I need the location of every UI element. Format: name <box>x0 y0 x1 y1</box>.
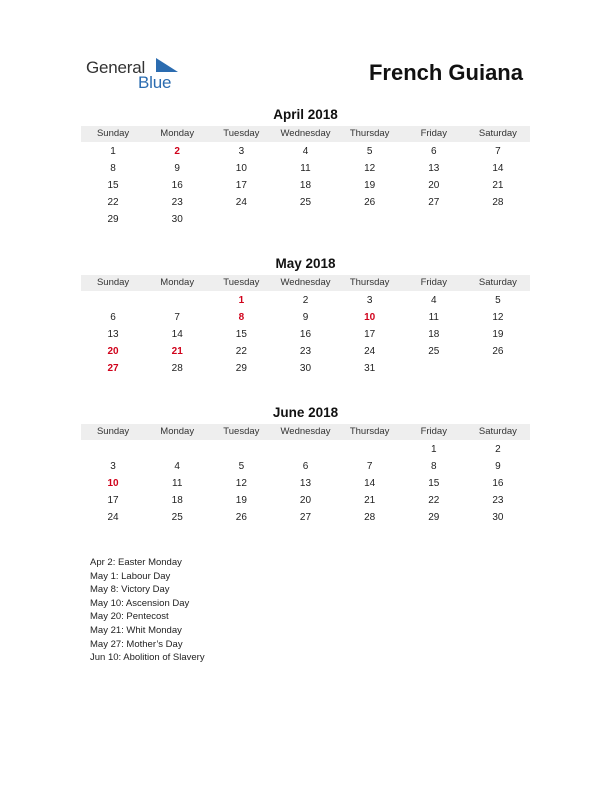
day-cell: 29 <box>235 363 247 374</box>
weekday-header-row <box>81 126 530 142</box>
week-row <box>81 292 530 309</box>
day-cell: 23 <box>171 197 183 208</box>
day-cell: 12 <box>235 478 247 489</box>
weekday-header: Sunday <box>96 128 130 139</box>
week-row <box>81 509 530 526</box>
empty-day-cell <box>273 211 337 228</box>
day-cell: 16 <box>299 329 312 340</box>
day-cell: 8 <box>238 312 245 323</box>
empty-day-cell <box>466 211 530 228</box>
day-cell: 5 <box>238 461 245 472</box>
day-cell: 12 <box>492 312 504 323</box>
day-cell: 7 <box>366 461 373 472</box>
empty-day-cell <box>81 441 145 458</box>
logo-text-general: General <box>86 58 146 77</box>
holiday-note: May 8: Victory Day <box>90 584 170 596</box>
day-cell: 15 <box>107 180 119 191</box>
logo-triangle-icon <box>156 58 178 72</box>
day-cell: 22 <box>428 495 440 506</box>
day-cell: 13 <box>299 478 312 489</box>
day-cell: 8 <box>430 461 437 472</box>
day-cell: 25 <box>171 512 183 523</box>
day-cell: 13 <box>107 329 119 340</box>
weekday-header: Thursday <box>349 277 390 288</box>
day-cell: 8 <box>110 163 116 174</box>
day-cell: 3 <box>110 461 116 472</box>
day-cell: 14 <box>492 163 504 174</box>
month-title: June 2018 <box>272 405 339 420</box>
day-cell: 15 <box>235 329 247 340</box>
day-cell: 19 <box>235 495 247 506</box>
day-cell: 17 <box>107 495 119 506</box>
empty-day-cell <box>402 211 466 228</box>
weekday-header: Tuesday <box>223 128 260 139</box>
day-cell: 1 <box>110 146 116 157</box>
weekday-header: Sunday <box>96 277 130 288</box>
day-cell: 29 <box>107 214 119 225</box>
week-row <box>81 441 530 458</box>
week-row <box>81 458 530 475</box>
week-row <box>81 211 530 228</box>
day-cell: 19 <box>492 329 504 340</box>
day-cell: 7 <box>174 312 180 323</box>
empty-day-cell <box>466 360 530 377</box>
day-cell: 4 <box>174 461 180 472</box>
day-cell: 27 <box>107 363 119 374</box>
weekday-header: Thursday <box>349 128 390 139</box>
day-cell: 14 <box>364 478 376 489</box>
day-cell: 24 <box>364 346 376 357</box>
day-cell: 6 <box>430 146 437 157</box>
holiday-note: Jun 10: Abolition of Slavery <box>90 652 205 664</box>
day-cell: 16 <box>492 478 504 489</box>
day-cell: 6 <box>302 461 309 472</box>
week-row <box>81 194 530 211</box>
day-cell: 2 <box>302 295 309 306</box>
week-row <box>81 360 530 377</box>
day-cell: 28 <box>492 197 504 208</box>
weekday-header: Sunday <box>96 426 130 437</box>
empty-day-cell <box>402 360 466 377</box>
weekday-header: Wednesday <box>280 426 331 437</box>
empty-day-cell <box>338 441 402 458</box>
day-cell: 24 <box>107 512 119 523</box>
month-april <box>81 107 530 228</box>
month-june <box>81 405 530 526</box>
week-row <box>81 475 530 492</box>
weekday-header: Friday <box>420 277 447 288</box>
day-cell: 10 <box>107 478 119 489</box>
day-cell: 31 <box>364 363 376 374</box>
weekday-header: Tuesday <box>223 426 260 437</box>
empty-day-cell <box>209 441 273 458</box>
day-cell: 17 <box>364 329 376 340</box>
day-cell: 22 <box>107 197 119 208</box>
day-cell: 3 <box>238 146 245 157</box>
day-cell: 20 <box>299 495 312 506</box>
day-cell: 28 <box>171 363 183 374</box>
day-cell: 24 <box>235 197 247 208</box>
logo-text-blue: Blue <box>138 73 172 92</box>
day-cell: 25 <box>428 346 440 357</box>
day-cell: 18 <box>171 495 183 506</box>
month-may <box>81 256 530 377</box>
weekday-header: Friday <box>420 128 447 139</box>
month-title: April 2018 <box>273 107 338 122</box>
day-cell: 2 <box>495 444 501 455</box>
day-cell: 21 <box>364 495 376 506</box>
day-cell: 28 <box>364 512 376 523</box>
weekday-header: Thursday <box>349 426 390 437</box>
weekday-header: Wednesday <box>280 277 331 288</box>
weekday-header-row <box>81 424 530 440</box>
holiday-note: Apr 2: Easter Monday <box>90 557 182 568</box>
weekday-header: Wednesday <box>280 128 331 139</box>
week-row <box>81 143 530 160</box>
day-cell: 14 <box>171 329 183 340</box>
day-cell: 30 <box>171 214 183 225</box>
day-cell: 4 <box>302 146 309 157</box>
empty-day-cell <box>209 211 273 228</box>
day-cell: 23 <box>299 346 312 357</box>
day-cell: 9 <box>495 461 501 472</box>
weekday-header: Tuesday <box>223 277 260 288</box>
day-cell: 25 <box>299 197 312 208</box>
day-cell: 5 <box>366 146 373 157</box>
day-cell: 26 <box>492 346 504 357</box>
day-cell: 26 <box>364 197 376 208</box>
day-cell: 10 <box>364 312 376 323</box>
day-cell: 7 <box>495 146 501 157</box>
country-title: French Guiana <box>368 60 523 85</box>
day-cell: 30 <box>299 363 312 374</box>
day-cell: 23 <box>492 495 504 506</box>
weekday-header: Monday <box>160 426 195 437</box>
day-cell: 27 <box>428 197 440 208</box>
week-row <box>81 160 530 177</box>
day-cell: 18 <box>299 180 312 191</box>
day-cell: 20 <box>107 346 119 357</box>
day-cell: 11 <box>300 163 311 174</box>
day-cell: 20 <box>428 180 440 191</box>
holiday-note: May 20: Pentecost <box>90 611 169 623</box>
holiday-note: May 1: Labour Day <box>90 570 171 582</box>
weekday-header: Monday <box>160 277 195 288</box>
week-row <box>81 309 530 326</box>
weekday-header: Saturday <box>478 277 517 288</box>
day-cell: 17 <box>235 180 247 191</box>
empty-day-cell <box>145 441 209 458</box>
day-cell: 1 <box>430 444 437 455</box>
weekday-header-row <box>81 275 530 291</box>
day-cell: 11 <box>172 478 183 489</box>
day-cell: 15 <box>428 478 440 489</box>
week-row <box>81 326 530 343</box>
day-cell: 2 <box>174 146 180 157</box>
week-row <box>81 492 530 509</box>
holiday-note: May 27: Mother’s Day <box>90 638 183 650</box>
month-title: May 2018 <box>275 256 336 271</box>
weekday-header: Friday <box>420 426 447 437</box>
empty-day-cell <box>273 441 337 458</box>
day-cell: 5 <box>495 295 501 306</box>
day-cell: 26 <box>235 512 247 523</box>
week-row <box>81 343 530 360</box>
day-cell: 21 <box>492 180 504 191</box>
day-cell: 6 <box>110 312 116 323</box>
day-cell: 11 <box>428 312 439 323</box>
weekday-header: Saturday <box>478 128 517 139</box>
logo <box>86 54 196 94</box>
day-cell: 30 <box>492 512 504 523</box>
empty-day-cell <box>81 292 145 309</box>
day-cell: 1 <box>238 295 245 306</box>
day-cell: 4 <box>430 295 437 306</box>
day-cell: 13 <box>428 163 440 174</box>
day-cell: 27 <box>299 512 312 523</box>
day-cell: 9 <box>302 312 309 323</box>
day-cell: 21 <box>171 346 183 357</box>
weekday-header: Saturday <box>478 426 517 437</box>
holiday-note: May 21: Whit Monday <box>90 624 182 636</box>
empty-day-cell <box>338 211 402 228</box>
empty-day-cell <box>145 292 209 309</box>
day-cell: 16 <box>171 180 183 191</box>
day-cell: 18 <box>428 329 440 340</box>
day-cell: 19 <box>364 180 376 191</box>
weekday-header: Monday <box>160 128 195 139</box>
holiday-notes <box>90 556 205 665</box>
holiday-note: May 10: Ascension Day <box>90 597 190 609</box>
week-row <box>81 177 530 194</box>
day-cell: 9 <box>174 163 180 174</box>
day-cell: 10 <box>235 163 247 174</box>
day-cell: 12 <box>364 163 376 174</box>
day-cell: 3 <box>366 295 373 306</box>
day-cell: 29 <box>428 512 440 523</box>
day-cell: 22 <box>235 346 247 357</box>
